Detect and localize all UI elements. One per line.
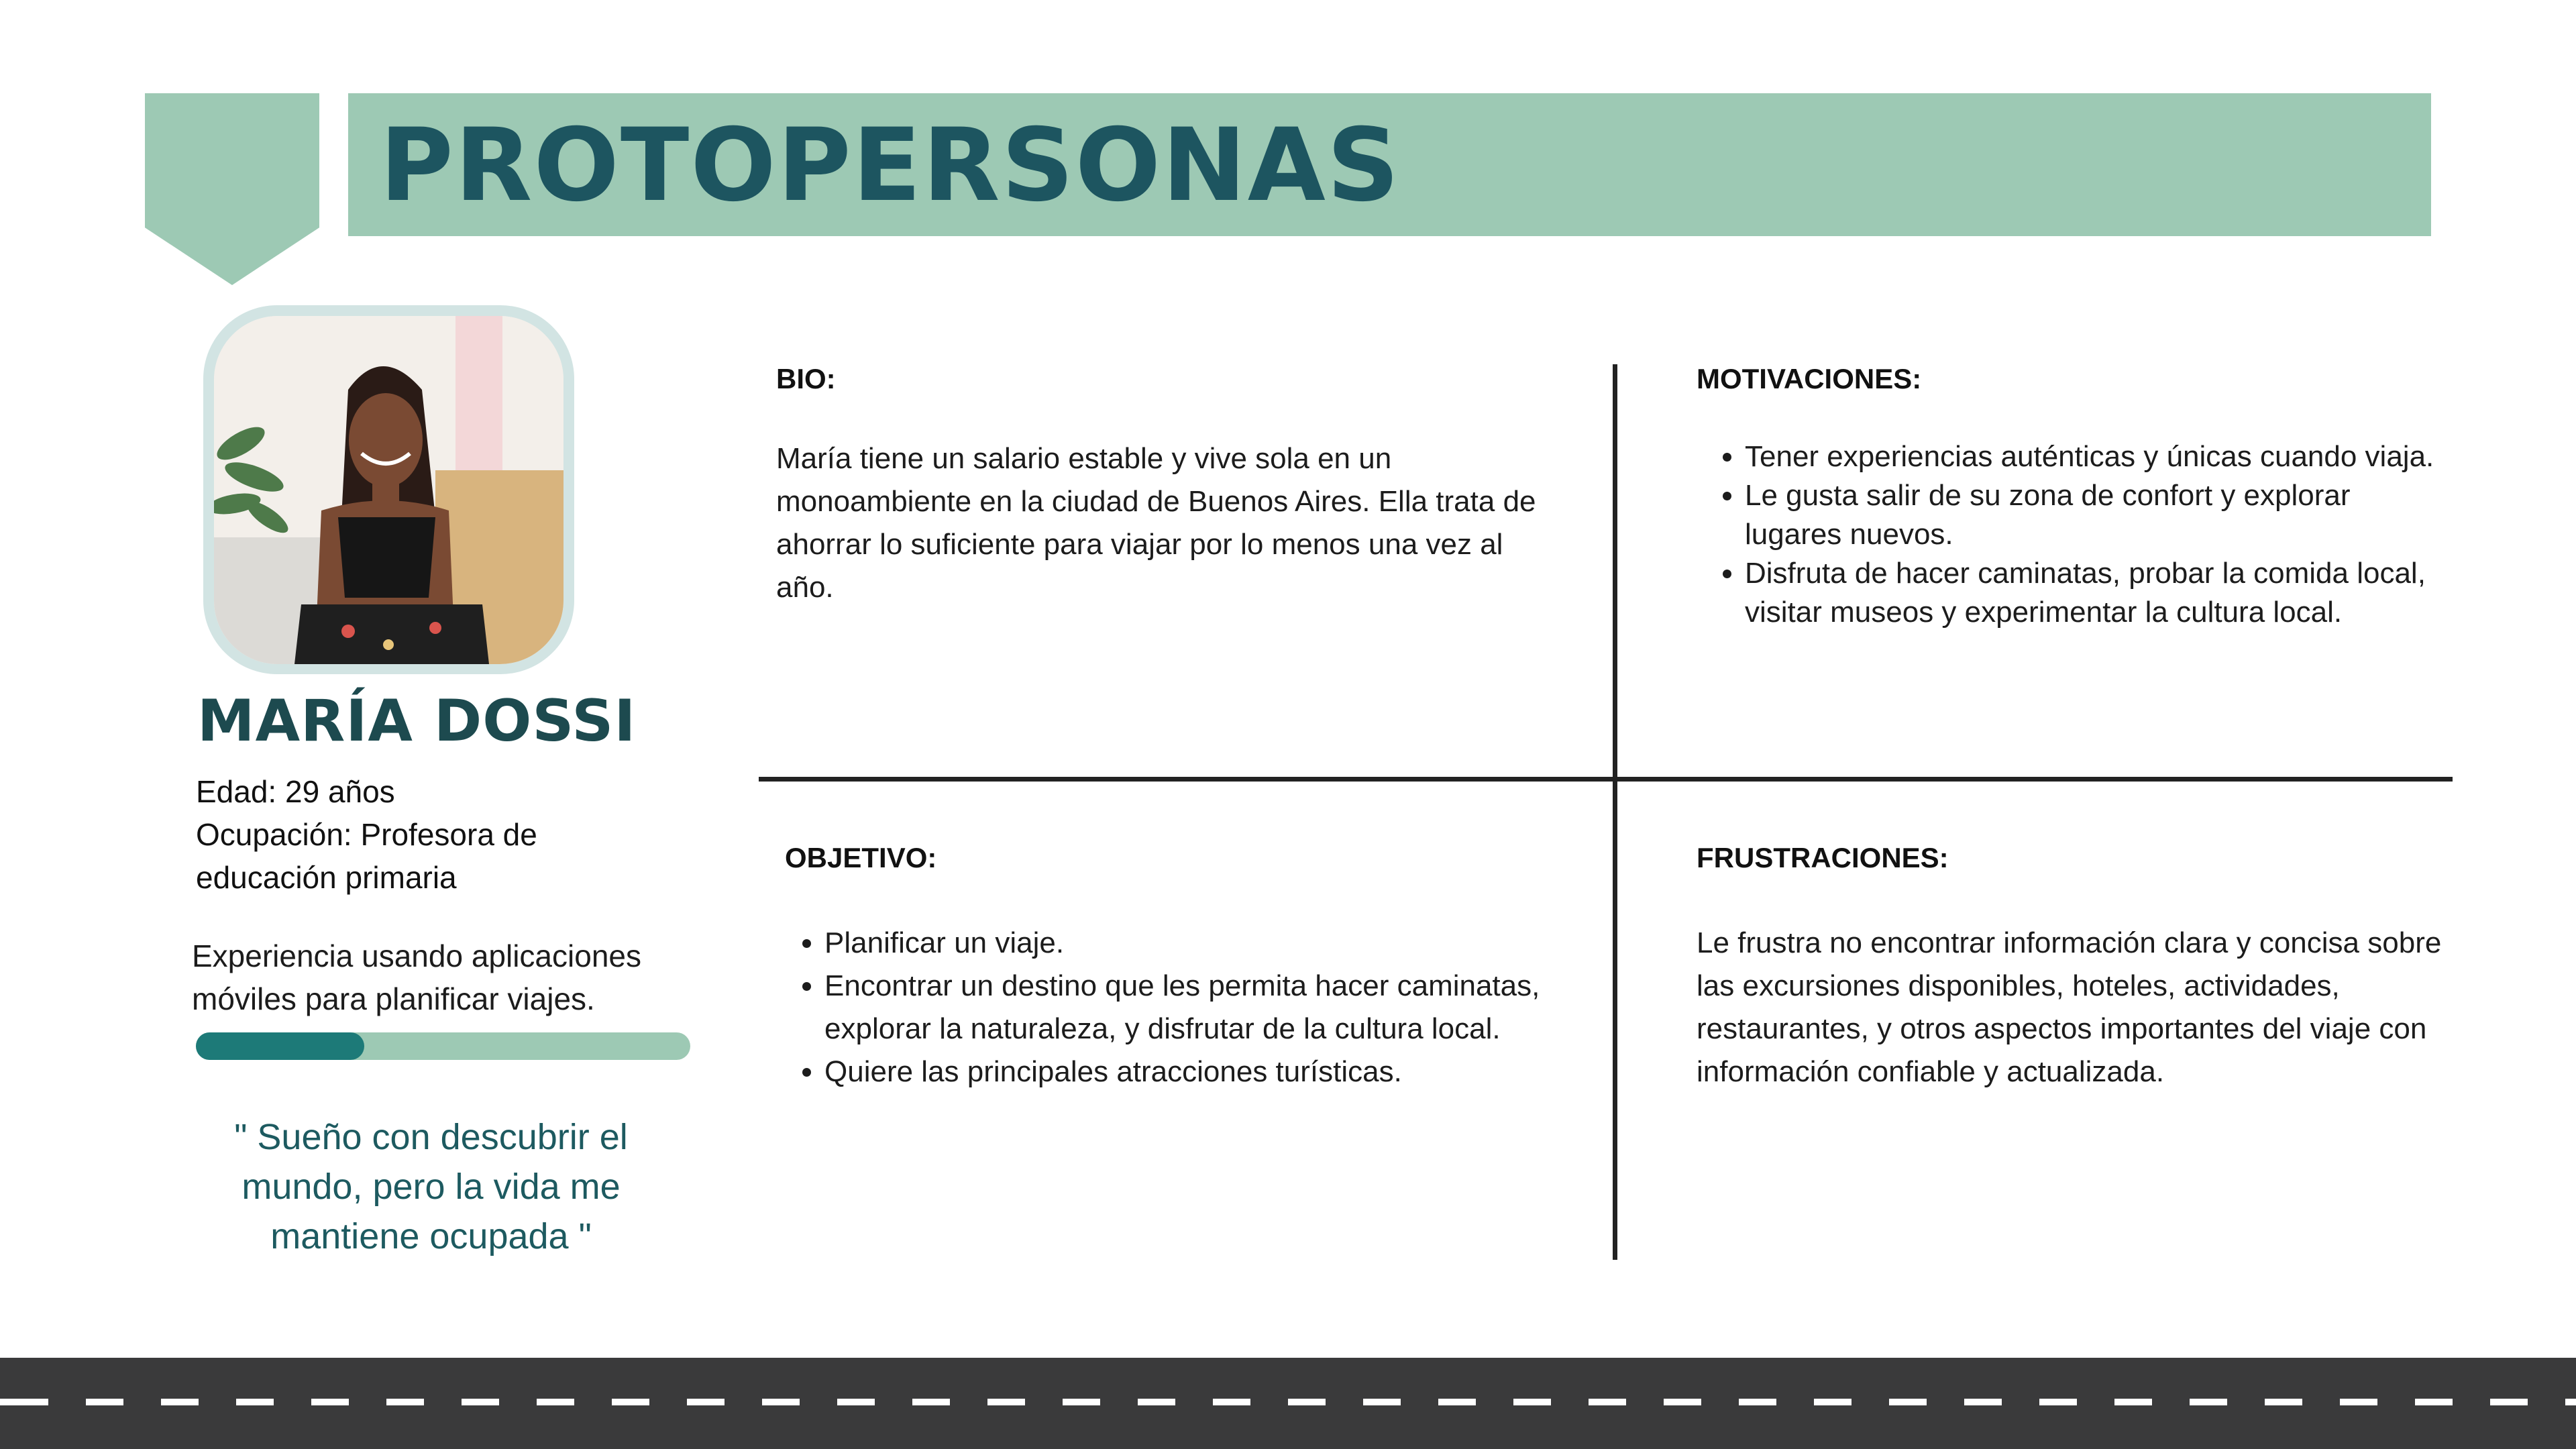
list-item: • Disfruta de hacer caminatas, probar la comida local, visitar museos y experimentar la cultura local. xyxy=(1745,554,2441,632)
persona-occupation-line2: educación primaria xyxy=(196,860,457,895)
persona-age: Edad: 29 años xyxy=(196,774,395,809)
vertical-divider xyxy=(1613,364,1617,1260)
motivations-list-wrap xyxy=(1697,437,2441,632)
objective-list-wrap xyxy=(776,922,1578,1093)
objective-heading: OBJETIVO: xyxy=(785,842,937,873)
bio-text: María tiene un salario estable y vive sola en un monoambiente en la ciudad de Buenos Aires. Ella trata de ahorrar lo suficiente para viajar por lo menos una vez al año. xyxy=(776,442,1536,604)
experience-label: Experiencia usando aplicaciones móviles para planificar viajes. xyxy=(192,938,641,1016)
banner-tag-shape xyxy=(145,93,319,285)
list-item: • Quiere las principales atracciones turísticas. xyxy=(824,1051,1578,1093)
frustrations-heading: FRUSTRACIONES: xyxy=(1697,842,1949,873)
experience-progress-fill xyxy=(196,1032,364,1060)
avatar xyxy=(214,316,564,664)
experience-progress-bar xyxy=(196,1032,690,1060)
persona-name: MARÍA DOSSI xyxy=(197,688,637,755)
page-title: PROTOPERSONAS xyxy=(380,107,1401,224)
persona-occupation-line1: Ocupación: Profesora de xyxy=(196,817,537,852)
motivations-list xyxy=(1697,437,2441,632)
persona-quote: " Sueño con descubrir el mundo, pero la vida me mantiene ocupada " xyxy=(234,1117,628,1256)
objective-list xyxy=(776,922,1578,1093)
list-item: • Le gusta salir de su zona de confort y explorar lugares nuevos. xyxy=(1745,476,2441,554)
list-item: • Encontrar un destino que les permita hacer caminatas, explorar la naturaleza, y disfrutar de la cultura local. xyxy=(824,965,1578,1051)
list-item: • Planificar un viaje. xyxy=(824,922,1578,965)
motivations-heading: MOTIVACIONES: xyxy=(1697,363,1922,394)
bio-heading: BIO: xyxy=(776,363,836,394)
persona-photo xyxy=(214,316,564,664)
road-lane-markings xyxy=(0,1399,2576,1405)
list-item: • Tener experiencias auténticas y únicas cuando viaja. xyxy=(1745,437,2441,476)
frustrations-text: Le frustra no encontrar información clara y concisa sobre las excursiones disponibles, hoteles, actividades, restaurantes, y otros aspectos importantes del viaje con información confiable y actualizada. xyxy=(1697,926,2442,1088)
horizontal-divider xyxy=(759,777,2453,782)
